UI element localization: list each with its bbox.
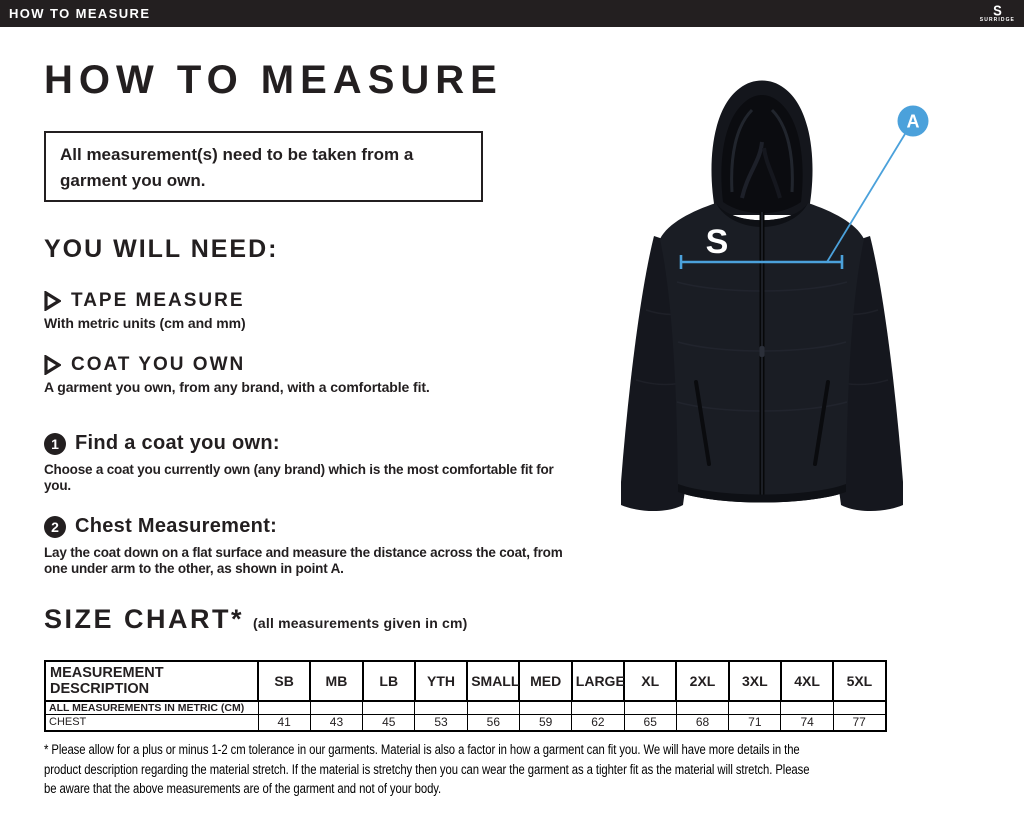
table-row-label: CHEST bbox=[45, 715, 258, 731]
top-bar bbox=[0, 0, 1024, 27]
surridge-wordmark: SURRIDGE bbox=[979, 17, 1015, 23]
table-cell-empty bbox=[258, 701, 310, 715]
step-number-badge: 2 bbox=[44, 516, 66, 538]
point-a-label: A bbox=[906, 111, 920, 132]
surridge-jacket-logo: S bbox=[705, 223, 729, 261]
table-cell-empty bbox=[363, 701, 415, 715]
table-cell: 77 bbox=[833, 715, 885, 731]
measurement-note-box: All measurement(s) need to be taken from a garment you own. bbox=[44, 131, 483, 202]
need-item-description: A garment you own, from any brand, with a comfortable fit. bbox=[44, 379, 430, 395]
table-cell: 74 bbox=[781, 715, 833, 731]
surridge-logo bbox=[979, 1, 1015, 23]
step-title: Chest Measurement: bbox=[75, 515, 278, 537]
table-cell-empty bbox=[519, 701, 571, 715]
jacket-diagram bbox=[620, 40, 960, 520]
table-note-cell: ALL MEASUREMENTS IN METRIC (CM) bbox=[45, 701, 258, 715]
you-will-need-heading: YOU WILL NEED: bbox=[44, 235, 279, 263]
table-header-cell: 5XL bbox=[833, 661, 885, 701]
table-header-cell: XL bbox=[624, 661, 676, 701]
tolerance-footnote: * Please allow for a plus or minus 1-2 cm tolerance in our garments. Material is also a factor in how a garment can fit you. We will have more details in the product description regarding the material stretch. If the material is stretchy then you can wear the garment as a tighter fit as the material will stretch. Please be aware that the above measurements are of the garment and not of your body. bbox=[44, 742, 810, 797]
table-cell-empty bbox=[624, 701, 676, 715]
table-cell-empty bbox=[572, 701, 624, 715]
step-chest-measurement bbox=[44, 515, 569, 578]
triangle-bullet-icon bbox=[44, 355, 61, 375]
step-description: Lay the coat down on a flat surface and measure the distance across the coat, from one under arm to the other, as shown in point A. bbox=[44, 545, 563, 577]
table-cell: 62 bbox=[572, 715, 624, 731]
table-header-row bbox=[45, 661, 886, 701]
top-bar-title: HOW TO MEASURE bbox=[9, 6, 151, 21]
size-chart-subtitle: (all measurements given in cm) bbox=[253, 615, 468, 631]
size-chart-heading-row bbox=[44, 606, 468, 633]
table-cell: 53 bbox=[415, 715, 467, 731]
size-chart-title: SIZE CHART* bbox=[44, 604, 245, 634]
table-header-cell: 3XL bbox=[729, 661, 781, 701]
step-description: Choose a coat you currently own (any brand) which is the most comfortable fit for you. bbox=[44, 462, 554, 494]
table-cell-empty bbox=[833, 701, 885, 715]
table-cell: 56 bbox=[467, 715, 519, 731]
table-header-cell: SB bbox=[258, 661, 310, 701]
table-header-cell: MED bbox=[519, 661, 571, 701]
table-cell: 41 bbox=[258, 715, 310, 731]
step-find-a-coat bbox=[44, 432, 569, 495]
table-cell: 59 bbox=[519, 715, 571, 731]
need-item-description: With metric units (cm and mm) bbox=[44, 315, 246, 331]
table-cell: 45 bbox=[363, 715, 415, 731]
table-cell: 68 bbox=[676, 715, 728, 731]
table-cell-empty bbox=[467, 701, 519, 715]
table-cell-empty bbox=[676, 701, 728, 715]
table-header-cell: YTH bbox=[415, 661, 467, 701]
table-header-cell: 2XL bbox=[676, 661, 728, 701]
page-title: HOW TO MEASURE bbox=[44, 58, 503, 102]
step-title: Find a coat you own: bbox=[75, 432, 280, 454]
need-item-tape-measure bbox=[44, 290, 246, 331]
table-cell: 65 bbox=[624, 715, 676, 731]
table-note-row bbox=[45, 701, 886, 715]
table-row-chest bbox=[45, 715, 886, 731]
need-item-title: TAPE MEASURE bbox=[71, 290, 245, 311]
triangle-bullet-icon bbox=[44, 291, 61, 311]
table-header-cell: MEASUREMENT DESCRIPTION bbox=[45, 661, 258, 701]
surridge-s-icon: S bbox=[993, 1, 1002, 20]
table-cell-empty bbox=[415, 701, 467, 715]
table-cell: 71 bbox=[729, 715, 781, 731]
table-header-cell: SMALL bbox=[467, 661, 519, 701]
table-cell-empty bbox=[729, 701, 781, 715]
need-item-coat-you-own bbox=[44, 354, 430, 395]
table-cell-empty bbox=[310, 701, 362, 715]
table-cell-empty bbox=[781, 701, 833, 715]
table-header-cell: MB bbox=[310, 661, 362, 701]
table-header-cell: 4XL bbox=[781, 661, 833, 701]
table-header-cell: LB bbox=[363, 661, 415, 701]
need-item-title: COAT YOU OWN bbox=[71, 354, 246, 375]
table-cell: 43 bbox=[310, 715, 362, 731]
table-header-cell: LARGE bbox=[572, 661, 624, 701]
step-number-badge: 1 bbox=[44, 433, 66, 455]
size-chart-table bbox=[44, 660, 887, 732]
